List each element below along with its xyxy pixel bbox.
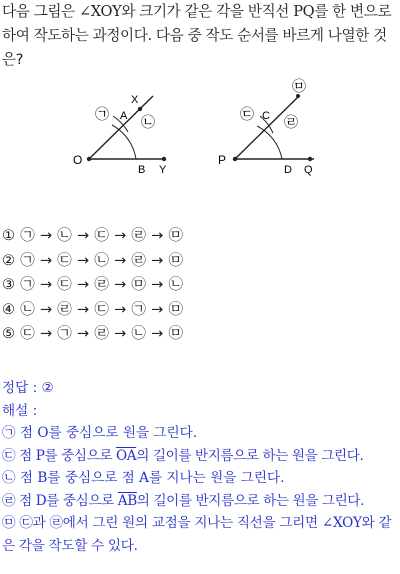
option-4[interactable]: ④ ㉡ → ㉣ → ㉢ → ㉠ → ㉤: [2, 301, 184, 318]
arc-p: [257, 126, 282, 159]
left-angle-figure: [73, 94, 167, 176]
step-3: ㉡ 점 B를 중심으로 점 A를 지나는 원을 그린다.: [2, 470, 285, 486]
right-angle-figure: [218, 78, 314, 176]
arc-o: [112, 125, 136, 159]
option-3[interactable]: ③ ㉠ → ㉢ → ㉣ → ㉤ → ㉡: [2, 277, 184, 293]
ray-math: PQ: [293, 3, 315, 20]
label-b: B: [138, 164, 146, 176]
answer-section: [2, 377, 400, 557]
mark-rieul: ㉣: [284, 114, 298, 130]
answer-options: [2, 224, 183, 347]
step-4: ㉣ 점 D를 중심으로 $\overline{AB}$의 길이를 반지름으로 하는 원을 그린다.: [2, 492, 365, 509]
line-end-point: [296, 94, 300, 98]
step-2: ㉢ 점 P를 중심으로 $\overline{OA}$의 길이를 반지름으로 하는 원을 그린다.: [2, 447, 364, 464]
point-y: [162, 157, 166, 161]
option-2[interactable]: ② ㉠ → ㉢ → ㉡ → ㉣ → ㉤: [2, 252, 184, 269]
mark-mieum: ㉤: [292, 78, 306, 94]
label-q: Q: [304, 164, 313, 176]
question-part: 다음 그림은: [2, 3, 79, 20]
option-5[interactable]: ⑤ ㉢ → ㉠ → ㉣ → ㉡ → ㉤: [2, 326, 184, 342]
mark-nieun: ㉡: [141, 114, 155, 130]
answer-label: 정답 : ②: [2, 380, 54, 396]
label-c: C: [262, 110, 270, 122]
label-a: A: [120, 110, 128, 122]
option-1[interactable]: ① ㉠ → ㉡ → ㉢ → ㉣ → ㉤: [2, 228, 184, 244]
explanation-label: 해설 :: [2, 402, 38, 419]
question-part: 를 한 변으로 하여 작도하는 과정이다. 다음 중 작도 순서를 바르게 나열한 것은?: [2, 3, 392, 68]
step-5: ㉤ ㉢과 ㉣에서 그린 원의 교점을 지나는 직선을 그리면 ∠XOY와 같은 각을 작도할 수 있다.: [2, 515, 392, 554]
point-q: [308, 157, 312, 161]
mark-digeut: ㉢: [240, 106, 254, 122]
label-x: X: [131, 94, 139, 106]
step-1: ㉠ 점 O를 중심으로 원을 그린다.: [2, 425, 198, 441]
question-text: [2, 0, 398, 72]
mark-giyeok: ㉠: [95, 106, 109, 122]
label-p: P: [218, 153, 227, 167]
question-part: 와 크기가 같은 각을 반직선: [121, 3, 294, 20]
label-y: Y: [159, 164, 167, 176]
label-d: D: [284, 164, 292, 176]
point-o: [87, 157, 91, 161]
construction-figure: [0, 76, 400, 184]
point-p: [233, 157, 237, 161]
label-o: O: [73, 153, 83, 167]
point-x: [138, 107, 142, 111]
angle-math: ∠XOY: [78, 3, 122, 20]
